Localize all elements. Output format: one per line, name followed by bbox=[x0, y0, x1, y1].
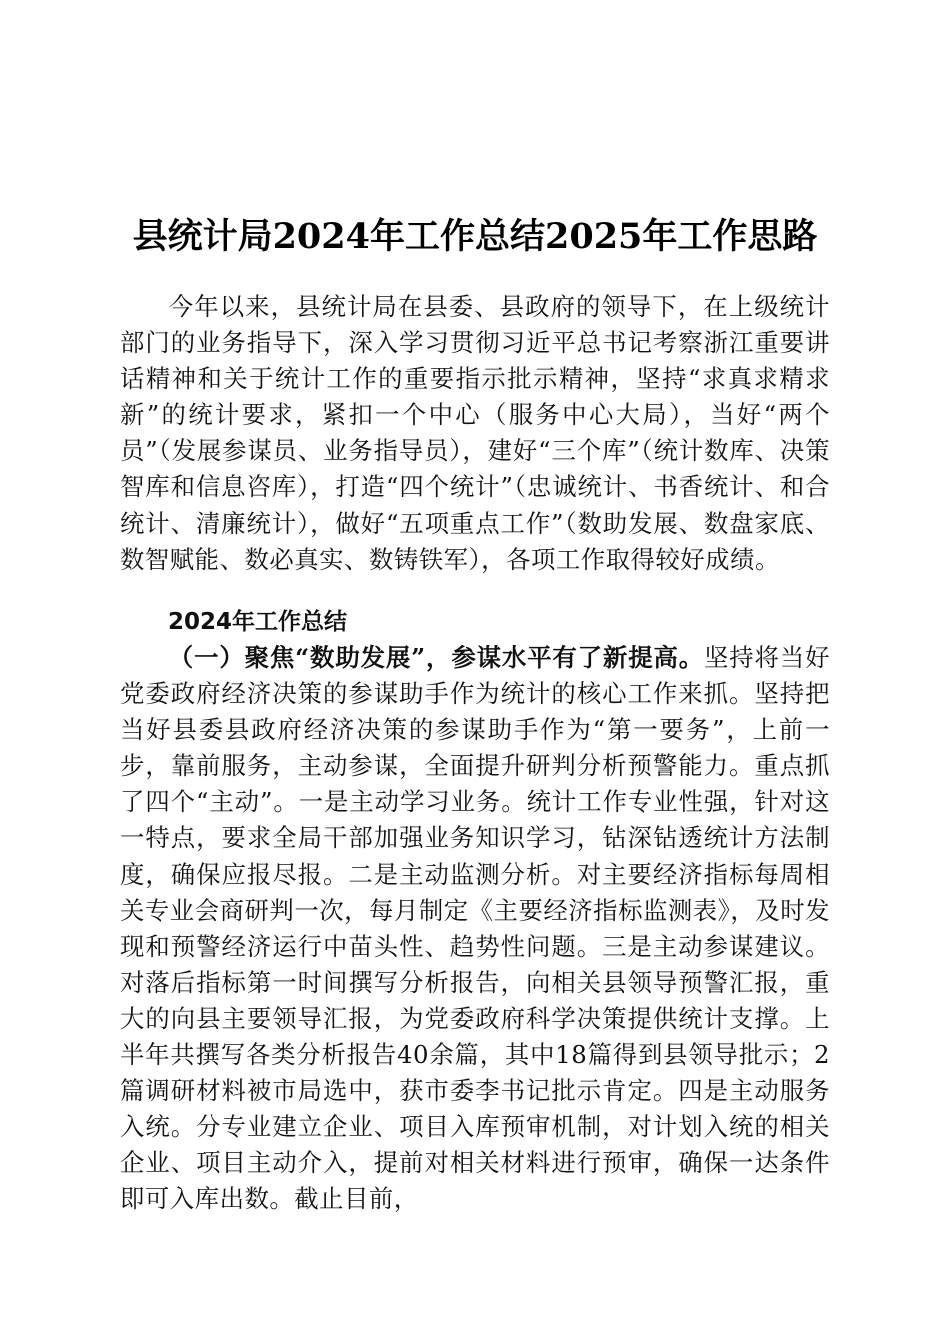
section-heading: 2024年工作总结 bbox=[168, 609, 348, 635]
document-title: 县统计局2024年工作总结2025年工作思路 bbox=[132, 216, 818, 258]
intro-paragraph-block bbox=[120, 289, 830, 578]
intro-paragraph: 今年以来，县统计局在县委、县政府的领导下，在上级统计部门的业务指导下，深入学习贯彻习近平总书记考察浙江重要讲话精神和关于统计工作的重要指示批示精神，坚持“求真求精求新”的统计要求，紧扣一个中心（服务中心大局），当好“两个员”（发展参谋员、业务指导员），建好“三个库”（统计数库、决策智库和信息咨库），打造“四个统计”（忠诚统计、书香统计、和合统计、清廉统计），做好“五项重点工作”（数助发展、数盘家底、数智赋能、数必真实、数铸铁军），各项工作取得较好成绩。 bbox=[120, 292, 830, 574]
section-1-body: 坚持将当好党委政府经济决策的参谋助手作为统计的核心工作来抓。坚持把当好县委县政府经济决策的参谋助手作为“第一要务”，上前一步，靠前服务，主动参谋，全面提升研判分析预警能力。重点抓了四个“主动”。一是主动学习业务。统计工作专业性强，针对这一特点，要求全局干部加强业务知识学习，钻深钻透统计方法制度，确保应报尽报。二是主动监测分析。对主要经济指标每周相关专业会商研判一次，每月制定《主要经济指标监测表》，及时发现和预警经济运行中苗头性、趋势性问题。三是主动参谋建议。对落后指标第一时间撰写分析报告，向相关县领导预警汇报，重大的向县主要领导汇报，为党委政府科学决策提供统计支撑。上半年共撰写各类分析报告40余篇，其中18篇得到县领导批示；2篇调研材料被市局选中，获市委李书记批示肯定。四是主动服务入统。分专业建立企业、项目入库预审机制，对计划入统的相关企业、项目主动介入，提前对相关材料进行预审，确保一达条件即可入库出数。截止目前， bbox=[120, 643, 830, 1214]
section-1-paragraph-block bbox=[120, 640, 830, 1218]
section-1-lead: （一）聚焦“数助发展”，参谋水平有了新提高。 bbox=[168, 643, 705, 672]
section-1-paragraph bbox=[120, 640, 830, 1218]
